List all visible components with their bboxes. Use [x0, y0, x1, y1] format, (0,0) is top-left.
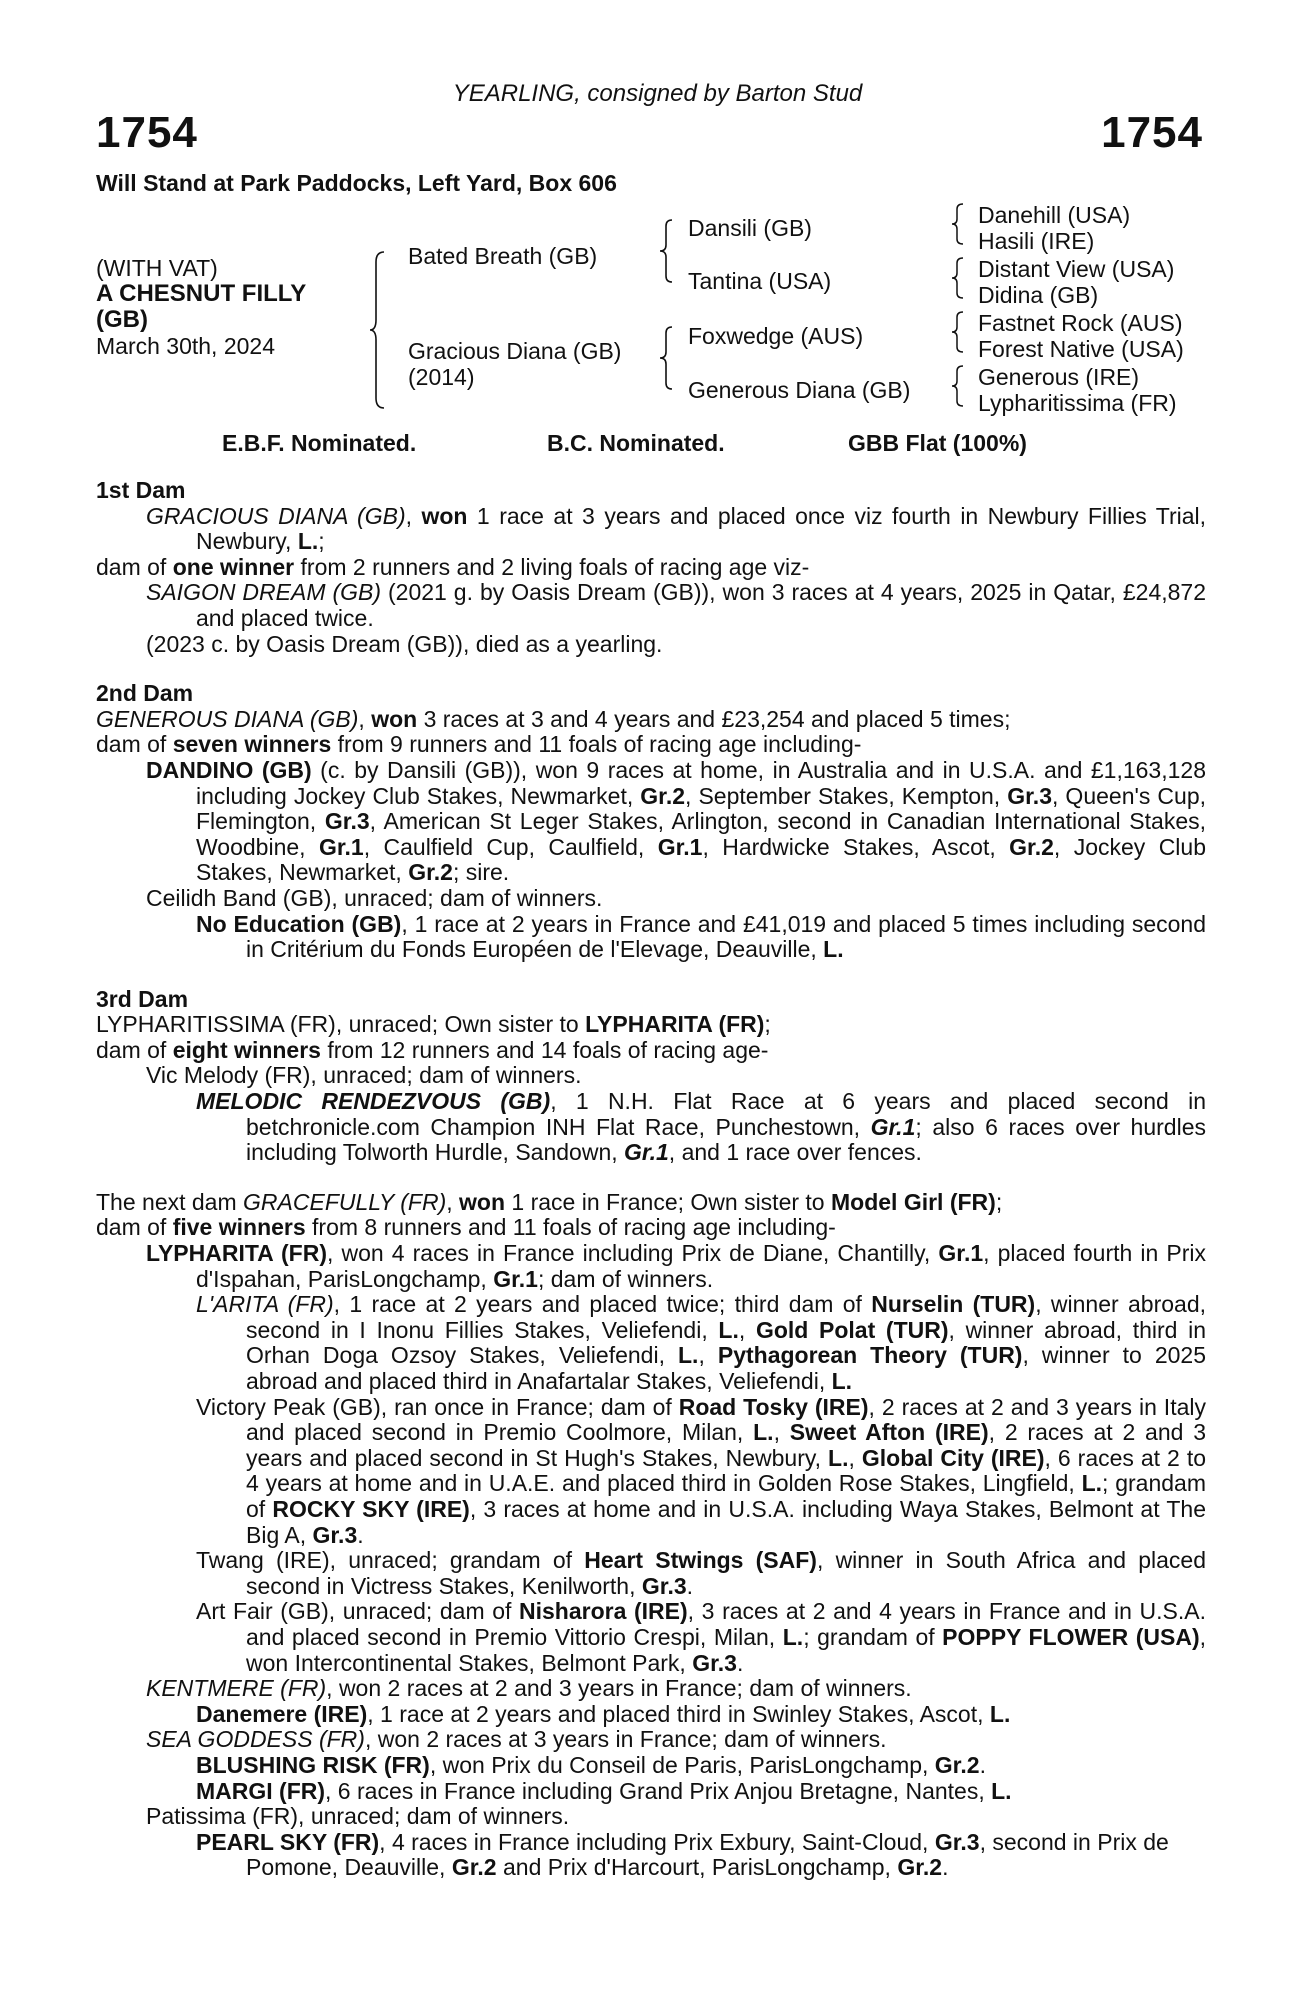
dam-year: (2014)	[408, 364, 475, 390]
third-dam-produce: dam of eight winners from 12 runners and 14 foals of racing age-	[96, 1036, 769, 1063]
second-dam-produce: dam of seven winners from 9 runners and 11 foals of racing age including-	[96, 731, 862, 758]
brace-main	[370, 250, 386, 410]
next-dam-record: The next dam GRACEFULLY (FR), won 1 race in France; Own sister to Model Girl (FR);	[96, 1188, 1003, 1215]
second-dam-record: GENEROUS DIANA (GB), won 3 races at 3 and 4 years and £23,254 and placed 5 times;	[96, 705, 1011, 732]
date-of-birth: March 30th, 2024	[96, 333, 276, 359]
brace-g3	[952, 310, 964, 354]
brace-g2	[952, 256, 964, 300]
gbb-status: GBB Flat (100%)	[848, 430, 1027, 456]
horse-origin: (GB)	[96, 306, 148, 333]
sire-dam: Tantina (USA)	[688, 268, 832, 294]
horse-name: A CHESNUT FILLY	[96, 280, 307, 307]
next-dam-grandfoal-larita: L'ARITA (FR), 1 race at 2 years and placed twice; third dam of Nurselin (TUR), winner abroad, second in I Inonu Fillies Stakes, Veliefendi, L., Gold Polat (TUR), winner abroad, third in Orhan Doga Ozsoy Stakes, Veliefendi, L., Pythagorean Theory (TUR), winner to 2025 abroad and placed third in Anafartalar Stakes, Veliefendi, L.	[196, 1291, 1207, 1394]
next-dam-grandfoal-margi: MARGI (FR), 6 races in France including Grand Prix Anjou Bretagne, Nantes, L.	[196, 1777, 1012, 1804]
brace-g1	[952, 202, 964, 246]
next-dam-foal-sea-goddess: SEA GODDESS (FR), won 2 races at 3 years in France; dam of winners.	[146, 1726, 887, 1753]
produce-record	[96, 478, 1206, 1881]
next-dam-grandfoal-twang: Twang (IRE), unraced; grandam of Heart Stwings (SAF), winner in South Africa and placed second in Victress Stakes, Kenilworth, Gr.3.	[196, 1547, 1207, 1599]
third-dam-record: LYPHARITISSIMA (FR), unraced; Own sister to LYPHARITA (FR);	[96, 1011, 771, 1038]
sire-sire: Dansili (GB)	[688, 215, 812, 241]
next-dam-grandfoal-pearl-sky: PEARL SKY (FR), 4 races in France including Prix Exbury, Saint-Cloud, Gr.3, second in Prix de Pomone, Deauville, Gr.2 and Prix d'Harcourt, ParisLongchamp, Gr.2.	[196, 1828, 1169, 1881]
second-dam-foal-ceilidh: Ceilidh Band (GB), unraced; dam of winners.	[146, 884, 603, 911]
first-dam-record: GRACIOUS DIANA (GB), won 1 race at 3 years and placed once viz fourth in Newbury Fillies Trial, Newbury, L.;	[146, 502, 1206, 555]
next-dam-foal-kentmere: KENTMERE (FR), won 2 races at 2 and 3 years in France; dam of winners.	[146, 1675, 912, 1702]
next-dam-foal-patissima: Patissima (FR), unraced; dam of winners.	[146, 1803, 570, 1830]
second-dam-grandfoal: No Education (GB), 1 race at 2 years in France and £41,019 and placed 5 times including second in Critérium du Fonds Européen de l'Elevage, Deauville, L.	[196, 910, 1206, 963]
stable-location: Will Stand at Park Paddocks, Left Yard, Box 606	[96, 170, 617, 196]
brace-g4	[952, 364, 964, 408]
grandsire-3: Fastnet Rock (AUS)	[978, 310, 1183, 336]
first-dam-foal-2: (2023 c. by Oasis Dream (GB)), died as a yearling.	[146, 630, 663, 657]
next-dam-grandfoal-blushing-risk: BLUSHING RISK (FR), won Prix du Conseil de Paris, ParisLongchamp, Gr.2.	[196, 1751, 986, 1778]
granddam-4: Lypharitissima (FR)	[978, 390, 1177, 416]
bc-nomination: B.C. Nominated.	[547, 430, 725, 456]
grandsire-1: Danehill (USA)	[978, 202, 1131, 228]
horse-details	[96, 255, 306, 359]
third-dam-grandfoal: MELODIC RENDEZVOUS (GB), 1 N.H. Flat Race at 6 years and placed second in betchronicle.com Champion INH Flat Race, Punchestown, Gr.1; also 6 races over hurdles including Tolworth Hurdle, Sandown, Gr.1, and 1 race over fences.	[196, 1088, 1206, 1166]
second-dam-heading: 2nd Dam	[96, 680, 194, 707]
brace-dam	[660, 325, 674, 391]
granddam-2: Didina (GB)	[978, 282, 1099, 308]
grandsire-2: Distant View (USA)	[978, 256, 1175, 282]
first-dam-heading: 1st Dam	[96, 477, 186, 503]
third-dam-heading: 3rd Dam	[96, 985, 189, 1012]
granddam-3: Forest Native (USA)	[978, 336, 1184, 362]
dam-name: Gracious Diana (GB)	[408, 338, 622, 364]
next-dam-produce: dam of five winners from 8 runners and 11 foals of racing age including-	[96, 1214, 836, 1241]
lot-number-left: 1754	[96, 108, 198, 157]
next-dam-grandfoal-danemere: Danemere (IRE), 1 race at 2 years and placed third in Swinley Stakes, Ascot, L.	[196, 1700, 1011, 1727]
brace-sire	[660, 218, 674, 284]
next-dam-grandfoal-art-fair: Art Fair (GB), unraced; dam of Nisharora (IRE), 3 races at 2 and 4 years in France and in U.S.A. and placed second in Premio Vittorio Crespi, Milan, L.; grandam of POPPY FLOWER (USA), won Intercontinental Stakes, Belmont Park, Gr.3.	[196, 1598, 1207, 1676]
first-dam-produce: dam of one winner from 2 runners and 2 living foals of racing age viz-	[96, 553, 810, 580]
first-dam-foal-1: SAIGON DREAM (GB) (2021 g. by Oasis Dream (GB)), won 3 races at 4 years, 2025 in Qatar, £24,872 and placed twice.	[146, 579, 1207, 631]
second-dam-foal-dandino: DANDINO (GB) (c. by Dansili (GB)), won 9 races at home, in Australia and in U.S.A. and £1,163,128 including Jockey Club Stakes, Newmarket, Gr.2, September Stakes, Kempton, Gr.3, Queen's Cup, Flemington, Gr.3, American St Leger Stakes, Arlington, second in Canadian International Stakes, Woodbine, Gr.1, Caulfield Cup, Caulfield, Gr.1, Hardwicke Stakes, Ascot, Gr.2, Jockey Club Stakes, Newmarket, Gr.2; sire.	[146, 756, 1207, 886]
consignment-line: YEARLING, consigned by Barton Stud	[452, 80, 863, 107]
dam-dam: Generous Diana (GB)	[688, 377, 911, 403]
dam-sire: Foxwedge (AUS)	[688, 323, 864, 349]
vat-note: (WITH VAT)	[96, 255, 218, 281]
sire-name: Bated Breath (GB)	[408, 243, 598, 269]
next-dam-foal-lypharita: LYPHARITA (FR), won 4 races in France including Prix de Diane, Chantilly, Gr.1, placed fourth in Prix d'Ispahan, ParisLongchamp, Gr.1; dam of winners.	[146, 1240, 1206, 1292]
next-dam-grandfoal-victory-peak: Victory Peak (GB), ran once in France; dam of Road Tosky (IRE), 2 races at 2 and 3 years in Italy and placed second in Premio Coolmore, Milan, L., Sweet Afton (IRE), 2 races at 2 and 3 years and placed second in St Hugh's Stakes, Newbury, L., Global City (IRE), 6 races at 2 to 4 years at home and in U.A.E. and placed third in Golden Rose Stakes, Lingfield, L.; grandam of ROCKY SKY (IRE), 3 races at home and in U.S.A. including Waya Stakes, Belmont at The Big A, Gr.3.	[196, 1393, 1207, 1548]
granddam-1: Hasili (IRE)	[978, 228, 1095, 254]
ebf-nomination: E.B.F. Nominated.	[222, 430, 417, 456]
lot-number-right: 1754	[1101, 108, 1203, 157]
third-dam-foal-vic-melody: Vic Melody (FR), unraced; dam of winners.	[146, 1062, 582, 1089]
grandsire-4: Generous (IRE)	[978, 364, 1140, 390]
